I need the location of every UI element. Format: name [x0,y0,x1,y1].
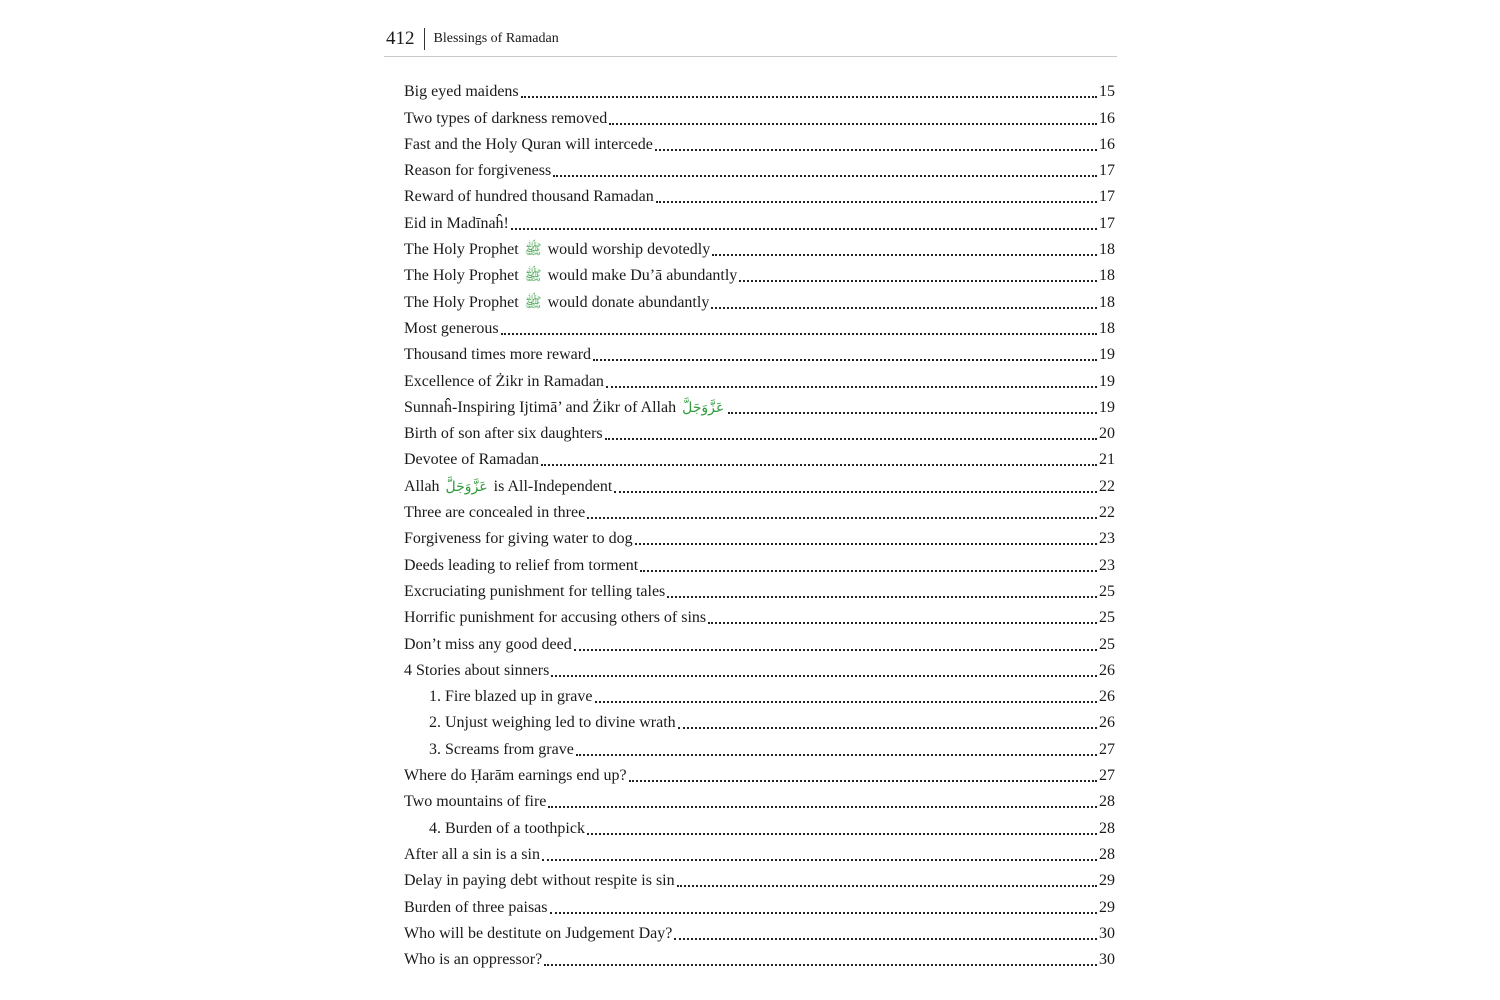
toc-page-number: 18 [1099,267,1115,285]
toc-entry-title [404,556,638,576]
toc-title-text: Thousand times more reward [404,346,592,364]
dot-leader [711,304,1097,309]
toc-entry [404,470,1115,496]
toc-title-text: Deeds leading to relief from torment [404,556,639,574]
toc-entry [404,365,1115,391]
toc-title-text: Eid in Madīnaĥ! [404,214,509,232]
page-header [384,24,1117,57]
toc-title-text: The Holy Prophet [404,241,519,259]
toc-entry-title [404,82,519,102]
toc-page-number: 28 [1099,845,1115,863]
toc-entry [404,234,1115,260]
toc-title-text: 3. Screams from grave [429,740,574,758]
dot-leader [656,198,1097,203]
toc-entry [404,207,1115,233]
header-divider [424,28,425,50]
toc-entry-title [404,372,604,392]
toc-entry [404,497,1115,523]
toc-title-text: Two mountains of fire [404,793,547,811]
dot-leader [541,461,1097,466]
toc-page-number: 18 [1099,241,1115,259]
toc-title-text: Where do Ḥarām earnings end up? [404,767,627,785]
toc-page-number: 20 [1099,425,1115,443]
toc-page-number: 30 [1099,924,1115,942]
toc-entry-title [404,214,509,234]
toc-title-text: 2. Unjust weighing led to divine wrath [429,714,676,732]
toc-entry-title [404,266,737,286]
toc-entry-title [404,792,546,812]
toc-entry [404,891,1115,917]
toc-page-number: 23 [1099,556,1115,574]
toc-entry-title [404,424,603,444]
toc-title-text: Who is an oppressor? [404,951,543,969]
toc-entry-title [404,766,627,786]
toc-entry-title [429,819,585,839]
dot-leader [655,146,1097,151]
toc-entry-title [404,661,549,681]
toc-entry-title [404,582,665,602]
toc-entry [404,155,1115,181]
book-page [384,24,1117,969]
toc-title-text: Three are concealed in three [404,504,586,522]
toc-entry [404,576,1115,602]
toc-entry [404,707,1115,733]
dot-leader [576,751,1097,756]
toc-title-text-after: would make Du’ā abundantly [547,267,738,285]
toc-title-text: Big eyed maidens [404,83,519,101]
toc-entry [404,628,1115,654]
toc-page-number: 25 [1099,609,1115,627]
toc-entry-title [404,529,633,549]
toc-entry-title [429,740,574,760]
toc-title-text: Birth of son after six daughters [404,425,603,443]
toc-title-text: 1. Fire blazed up in grave [429,688,593,706]
dot-leader [544,961,1097,966]
toc-entry-title [404,109,607,129]
dot-leader [678,724,1097,729]
toc-page-number: 26 [1099,688,1115,706]
toc-page-number: 18 [1099,319,1115,337]
toc-title-text: Excruciating punishment for telling tales [404,582,666,600]
dot-leader [677,882,1097,887]
toc-entry-title [404,319,499,339]
toc-page-number: 27 [1099,740,1115,758]
toc-entry [404,602,1115,628]
toc-entry-title [404,477,612,497]
dot-leader [542,856,1097,861]
dot-leader [605,435,1097,440]
toc-page-number: 22 [1099,477,1115,495]
dot-leader [521,93,1097,98]
toc-entry-title [404,187,654,207]
dot-leader [587,514,1097,519]
toc-title-text: Reward of hundred thousand Ramadan [404,188,654,206]
toc-entry-title [404,898,548,918]
toc-page-number: 17 [1099,162,1115,180]
toc-entry-title [404,450,539,470]
dot-leader [674,935,1097,940]
toc-entry [404,760,1115,786]
toc-entry-title [404,293,709,313]
toc-page-number: 16 [1099,135,1115,153]
toc-page-number: 28 [1099,819,1115,837]
toc-page-number: 21 [1099,451,1115,469]
dot-leader [667,593,1097,598]
toc-title-text-after: would donate abundantly [547,293,710,311]
toc-entry-title [404,135,653,155]
toc-entry [404,865,1115,891]
toc-page-number: 19 [1099,398,1115,416]
honorific-calligraphy: ﷺ [524,294,542,311]
toc-title-text: Sunnaĥ-Inspiring Ijtimā’ and Żikr of Allah [404,398,677,416]
toc-entry-title [404,240,710,260]
toc-page-number: 19 [1099,346,1115,364]
toc-entry [404,392,1115,418]
toc-title-text: Devotee of Ramadan [404,451,540,469]
toc-entry [404,444,1115,470]
toc-entry [404,260,1115,286]
toc-entry [404,733,1115,759]
toc-title-text: Delay in paying debt without respite is sin [404,872,675,890]
dot-leader [712,251,1097,256]
toc-entry-title [404,503,585,523]
toc-page-number: 25 [1099,582,1115,600]
toc-entry [404,339,1115,365]
toc-entry [404,655,1115,681]
toc-page-number: 17 [1099,188,1115,206]
toc-entry-title [404,871,675,891]
toc-title-text: Allah [404,477,440,495]
dot-leader [629,777,1097,782]
toc-entry-title [429,713,676,733]
toc-entry [404,129,1115,155]
toc-page-number: 26 [1099,661,1115,679]
dot-leader [553,172,1097,177]
toc-title-text: Burden of three paisas [404,898,548,916]
toc-title-text: The Holy Prophet [404,267,519,285]
dot-leader [606,383,1097,388]
toc-entry [404,286,1115,312]
dot-leader [635,540,1097,545]
toc-entry-title [404,608,706,628]
dot-leader [614,488,1097,493]
toc-page-number: 22 [1099,504,1115,522]
toc-entry-title [404,161,551,181]
honorific-calligraphy: ﷺ [524,268,542,285]
toc-page-number: 28 [1099,793,1115,811]
toc-title-text: 4 Stories about sinners [404,661,550,679]
toc-entry [404,812,1115,838]
toc-title-text: The Holy Prophet [404,293,519,311]
toc-entry [404,549,1115,575]
toc-title-text: Most generous [404,319,499,337]
dot-leader [728,409,1097,414]
toc-title-text: Two types of darkness removed [404,109,608,127]
honorific-calligraphy: ﷺ [524,242,542,259]
toc-title-text-after: would worship devotedly [547,241,711,259]
toc-entry-title [404,924,672,944]
toc-entry [404,102,1115,128]
honorific-calligraphy: عَزَّوَجَلَّ [682,399,725,416]
toc-title-text: Forgiveness for giving water to dog [404,530,633,548]
toc-page-number: 23 [1099,530,1115,548]
toc-title-text: Fast and the Holy Quran will intercede [404,135,653,153]
toc-entry [404,944,1115,970]
toc-title-text: Horrific punishment for accusing others of sins [404,609,707,627]
toc-page-number: 15 [1099,83,1115,101]
toc-entry-title [404,845,540,865]
toc-title-text: 4. Burden of a toothpick [429,819,585,837]
dot-leader [739,277,1097,282]
toc-entry-title [429,687,593,707]
toc-page-number: 19 [1099,372,1115,390]
dot-leader [593,356,1097,361]
toc-title-text: Who will be destitute on Judgement Day? [404,924,673,942]
dot-leader [640,567,1097,572]
toc-page-number: 25 [1099,635,1115,653]
dot-leader [511,225,1097,230]
dot-leader [708,619,1097,624]
toc-page-number: 16 [1099,109,1115,127]
toc-page-number: 29 [1099,898,1115,916]
dot-leader [550,909,1097,914]
toc-entry [404,76,1115,102]
toc-entry-title [404,950,542,970]
running-title: Blessings of Ramadan [433,31,559,46]
toc-page-number: 29 [1099,872,1115,890]
toc-title-text-after: is All-Independent [493,477,613,495]
toc-entry [404,313,1115,339]
toc-page-number: 18 [1099,293,1115,311]
dot-leader [587,830,1097,835]
toc-title-text: Don’t miss any good deed [404,635,572,653]
page-number: 412 [386,28,415,49]
toc-title-text: Excellence of Żikr in Ramadan [404,372,604,390]
toc-entry [404,181,1115,207]
toc-title-text: Reason for forgiveness [404,162,552,180]
dot-leader [501,330,1097,335]
toc-title-text: After all a sin is a sin [404,845,540,863]
dot-leader [548,803,1097,808]
dot-leader [595,698,1098,703]
toc-entry [404,418,1115,444]
dot-leader [551,672,1097,677]
table-of-contents [404,76,1115,970]
toc-entry [404,786,1115,812]
toc-page-number: 26 [1099,714,1115,732]
dot-leader [574,646,1097,651]
toc-entry [404,839,1115,865]
toc-page-number: 17 [1099,214,1115,232]
toc-entry-title [404,398,726,418]
dot-leader [609,120,1097,125]
toc-entry [404,918,1115,944]
toc-entry [404,681,1115,707]
toc-page-number: 30 [1099,951,1115,969]
toc-entry-title [404,635,572,655]
toc-entry [404,523,1115,549]
toc-page-number: 27 [1099,767,1115,785]
toc-entry-title [404,345,591,365]
honorific-calligraphy: عَزَّوَجَلَّ [445,478,488,495]
